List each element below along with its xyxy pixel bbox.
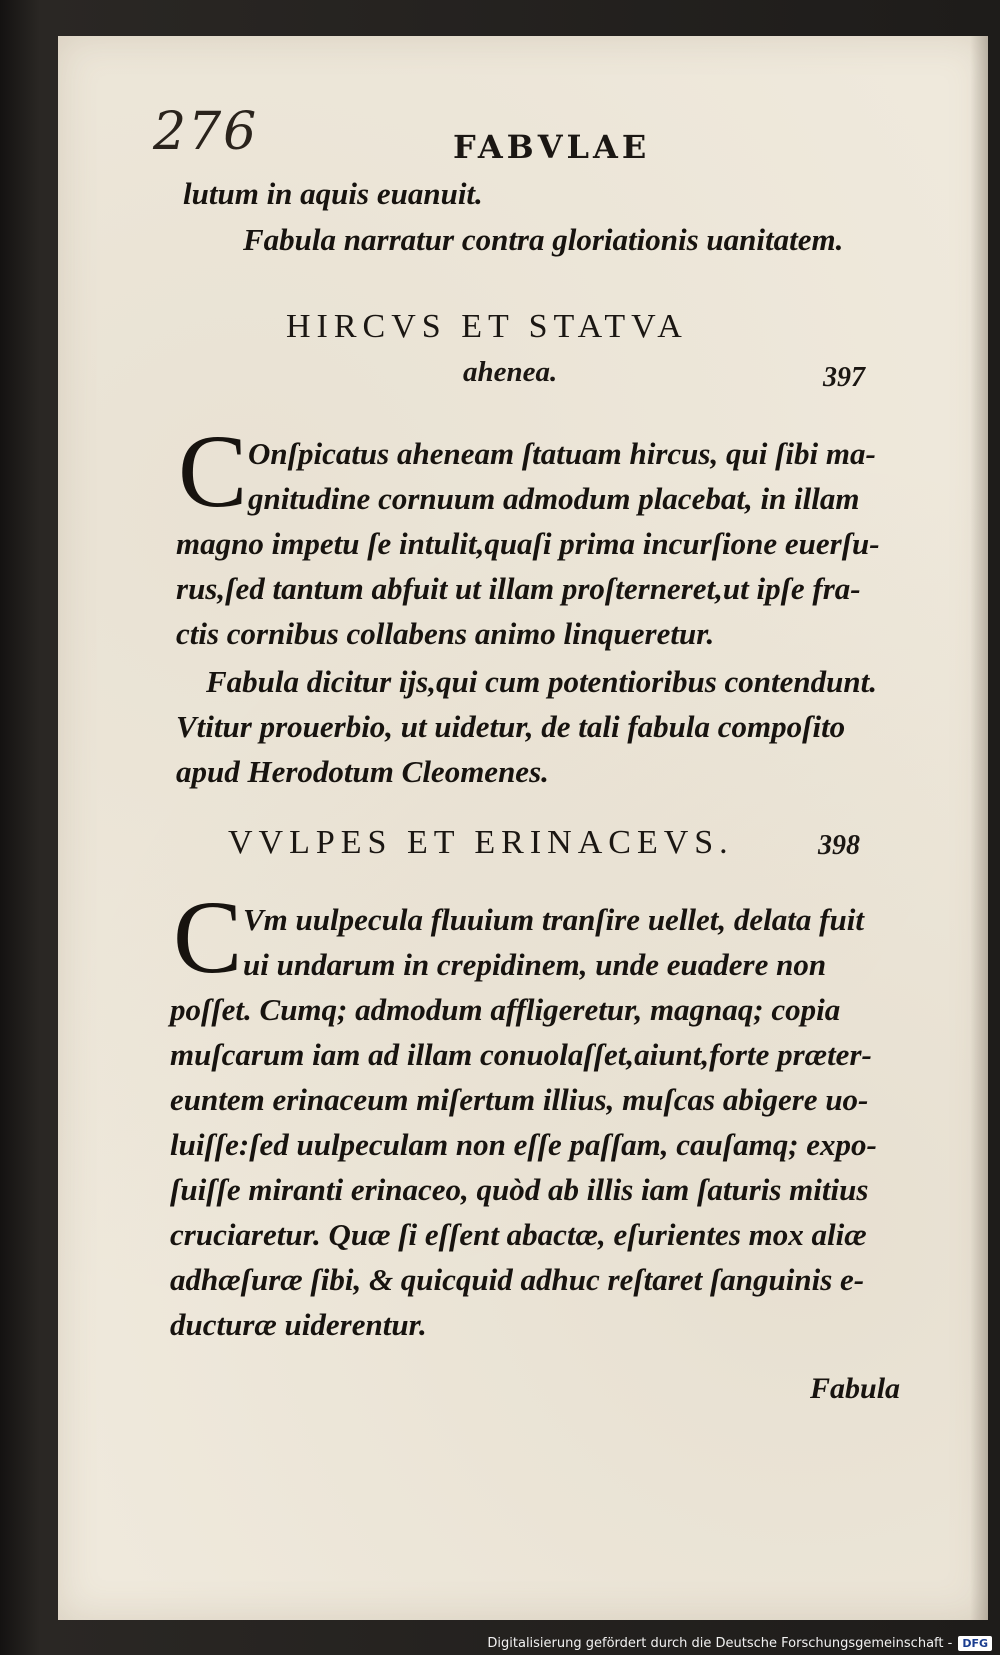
fable-397-line-2: gnitudine cornuum admodum placebat, in illam	[248, 481, 860, 516]
fable-397-number: 397	[823, 362, 865, 393]
fable-398-line-2: ui undarum in crepidinem, unde euadere non	[243, 947, 827, 982]
fable-397-line-5: ctis cornibus collabens animo linqueretur.	[176, 616, 715, 651]
fable-397-line-3: magno impetu ſe intulit,quaſi prima incurſione euerſu-	[176, 526, 880, 561]
running-head: FABVLAE	[453, 128, 651, 166]
fable-397-line-1: Onſpicatus aheneam ſtatuam hircus, qui ſibi ma-	[248, 436, 876, 471]
fable-398-line-3: poſſet. Cumq; admodum affligeretur, magnaq; copia	[170, 992, 841, 1027]
fable-398-number: 398	[818, 830, 860, 861]
fable-398-line-7: ſuiſſe miranti erinaceo, quòd ab illis iam ſaturis mitius	[170, 1172, 869, 1207]
handwritten-page-number: 276	[153, 102, 259, 162]
fable-397-moral-1: Fabula dicitur ijs,qui cum potentioribus contendunt.	[206, 664, 877, 699]
catchword: Fabula	[810, 1372, 901, 1405]
fable-398-line-6: luiſſe:ſed uulpeculam non eſſe paſſam, cauſamq; expo-	[170, 1127, 877, 1162]
book-page	[58, 36, 988, 1620]
fable-397-moral-2: Vtitur prouerbio, ut uidetur, de tali fabula compoſito	[176, 709, 846, 744]
fable-398-line-5: euntem erinaceum miſertum illius, muſcas abigere uo-	[170, 1082, 869, 1117]
fable-398-line-10: ducturæ uiderentur.	[170, 1307, 427, 1342]
fable-397-title: HIRCVS ET STATVA	[286, 308, 688, 345]
fable-398-drop-cap: C	[173, 880, 243, 995]
previous-fable-moral: Fabula narratur contra gloriationis uanitatem.	[243, 222, 844, 257]
fable-398-line-4: muſcarum iam ad illam conuolaſſet,aiunt,forte præter-	[170, 1037, 872, 1072]
fable-398-line-1: Vm uulpecula fluuium tranſire uellet, delata fuit	[243, 902, 864, 937]
fable-398-title: VVLPES ET ERINACEVS.	[228, 824, 734, 861]
continuation-line: lutum in aquis euanuit.	[183, 176, 483, 211]
dfg-logo: DFG	[958, 1636, 992, 1651]
fable-398-line-9: adhæſuræ ſibi, & quicquid adhuc reſtaret ſanguinis e-	[170, 1262, 865, 1297]
fable-397-drop-cap: C	[178, 414, 248, 529]
fable-397-line-4: rus,ſed tantum abfuit ut illam proſterneret,ut ipſe fra-	[176, 571, 861, 606]
fable-398-line-8: cruciaretur. Quæ ſi eſſent abactæ, eſurientes mox aliæ	[170, 1217, 867, 1252]
credit-text: Digitalisierung gefördert durch die Deutsche Forschungsgemeinschaft -	[487, 1636, 953, 1651]
fable-397-subtitle: ahenea.	[463, 356, 558, 388]
digitization-credit	[487, 1636, 992, 1651]
fable-397-moral-3: apud Herodotum Cleomenes.	[176, 754, 549, 789]
page-edge-shadow	[970, 36, 988, 1620]
